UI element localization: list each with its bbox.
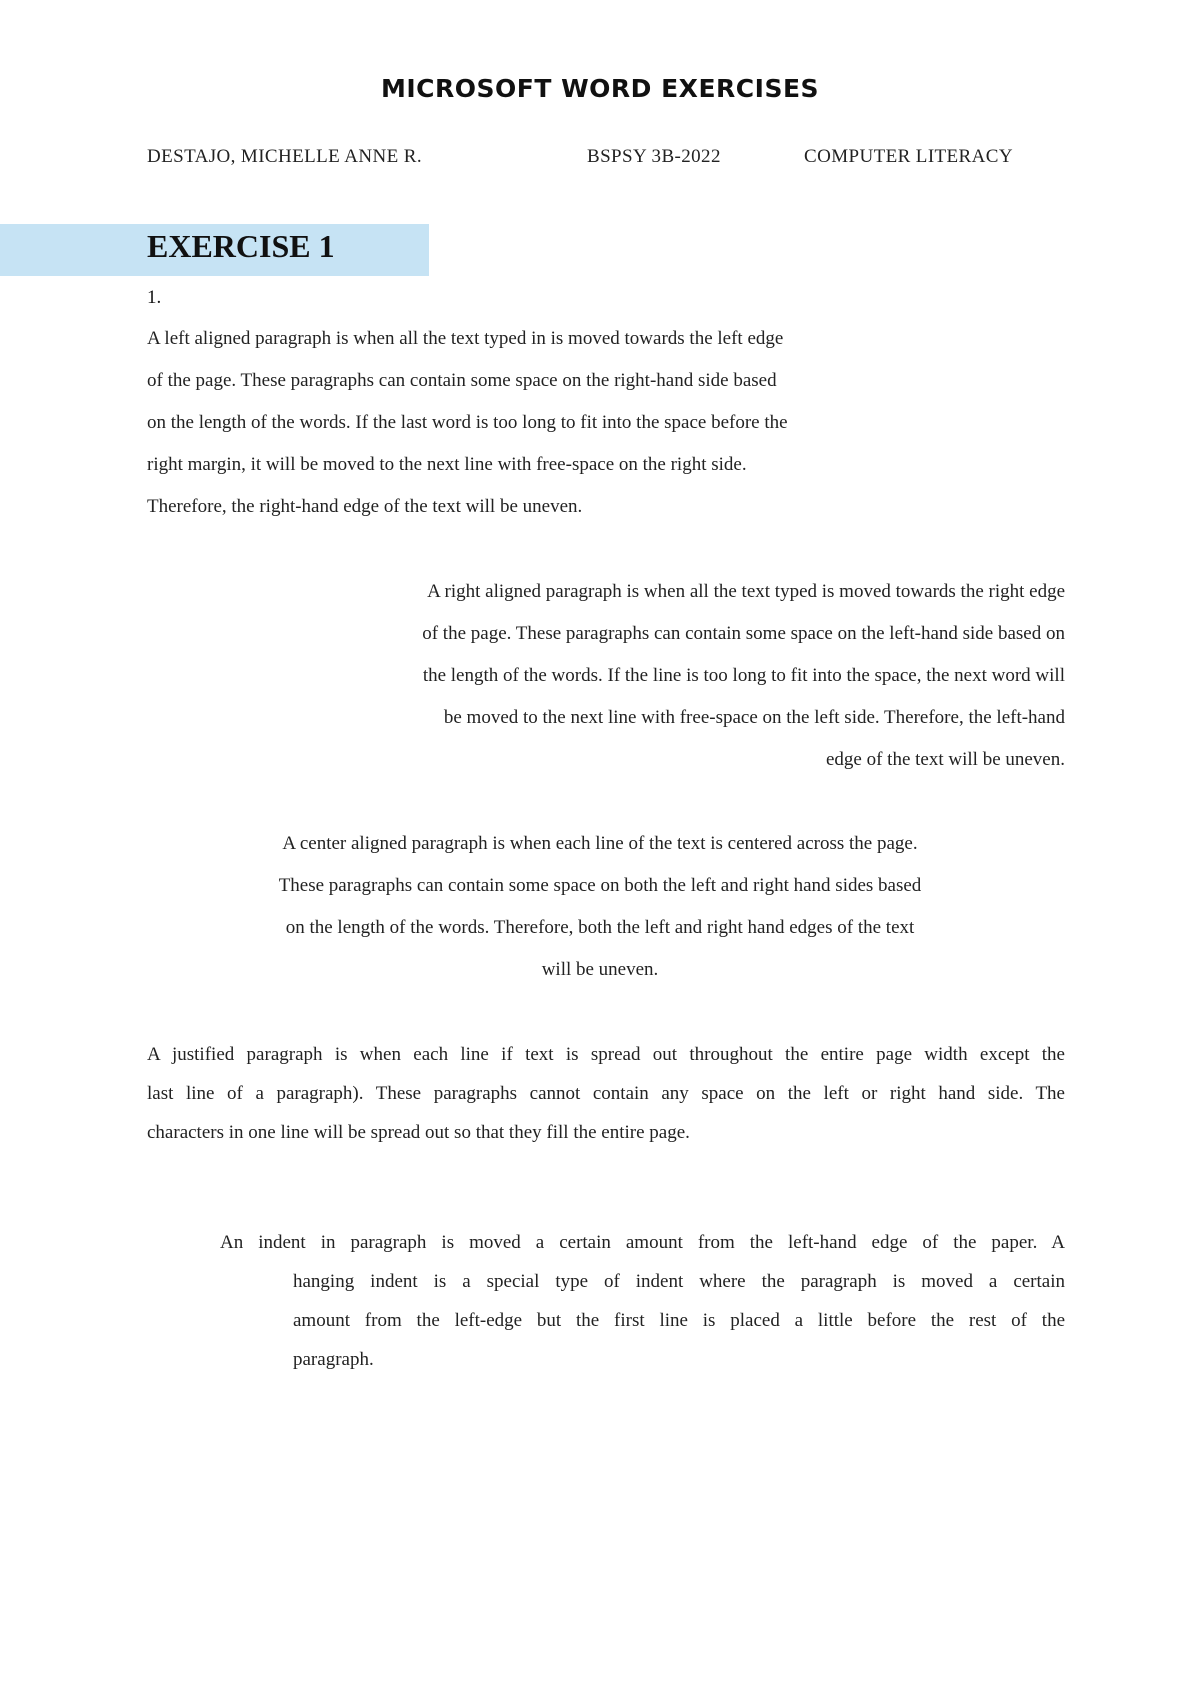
paragraph-line: the length of the words. If the line is too long to fit into the space, the next word will (422, 665, 1065, 686)
paragraph-line: characters in one line will be spread out so that they fill the entire page. (147, 1122, 690, 1143)
paragraph-line: on the length of the words. Therefore, both the left and right hand edges of the text (285, 917, 915, 938)
right-aligned-paragraph (290, 571, 1065, 781)
paragraph-line: of the page. These paragraphs can contain some space on the left-hand side based on (422, 623, 1065, 644)
paragraph-line: edge of the text will be uneven. (825, 749, 1065, 770)
paragraph-line: paragraph. (293, 1349, 374, 1370)
paragraph-line: These paragraphs can contain some space on both the left and right hand sides based (278, 875, 922, 896)
paragraph-line: A center aligned paragraph is when each line of the text is centered across the page. (282, 833, 918, 854)
document-title: MICROSOFT WORD EXERCISES (380, 74, 820, 103)
paragraph-line: A justified paragraph is when each line if text is spread out throughout the entire page width except the (147, 1044, 1065, 1065)
center-aligned-paragraph (200, 823, 1000, 991)
paragraph-line: Therefore, the right-hand edge of the text will be uneven. (147, 496, 583, 517)
paragraph-line: hanging indent is a special type of indent where the paragraph is moved a certain (293, 1271, 1065, 1292)
paragraph-line: right margin, it will be moved to the next line with free-space on the right side. (147, 454, 747, 475)
hanging-indent-paragraph (220, 1223, 1065, 1379)
paragraph-line: will be uneven. (541, 959, 659, 980)
student-section: BSPSY 3B-2022 (587, 146, 721, 167)
item-number: 1. (147, 287, 162, 308)
paragraph-line: of the page. These paragraphs can contain some space on the right-hand side based (147, 370, 777, 391)
paragraph-line: on the length of the words. If the last word is too long to fit into the space before the (147, 412, 788, 433)
paragraph-line: be moved to the next line with free-space on the left side. Therefore, the left-hand (443, 707, 1065, 728)
left-aligned-paragraph (147, 318, 927, 528)
justified-paragraph (147, 1035, 1065, 1152)
paragraph-line: A right aligned paragraph is when all the text typed is moved towards the right edge (427, 581, 1065, 602)
student-name: DESTAJO, MICHELLE ANNE R. (147, 146, 422, 167)
paragraph-line: An indent in paragraph is moved a certain amount from the left-hand edge of the paper. A (220, 1232, 1065, 1253)
exercise-heading: EXERCISE 1 (147, 228, 335, 264)
paragraph-line: A left aligned paragraph is when all the text typed in is moved towards the left edge (147, 328, 784, 349)
course-subject: COMPUTER LITERACY (804, 146, 1013, 167)
paragraph-line: last line of a paragraph). These paragraphs cannot contain any space on the left or right hand side. The (147, 1083, 1065, 1104)
paragraph-line: amount from the left-edge but the first line is placed a little before the rest of the (293, 1310, 1065, 1331)
